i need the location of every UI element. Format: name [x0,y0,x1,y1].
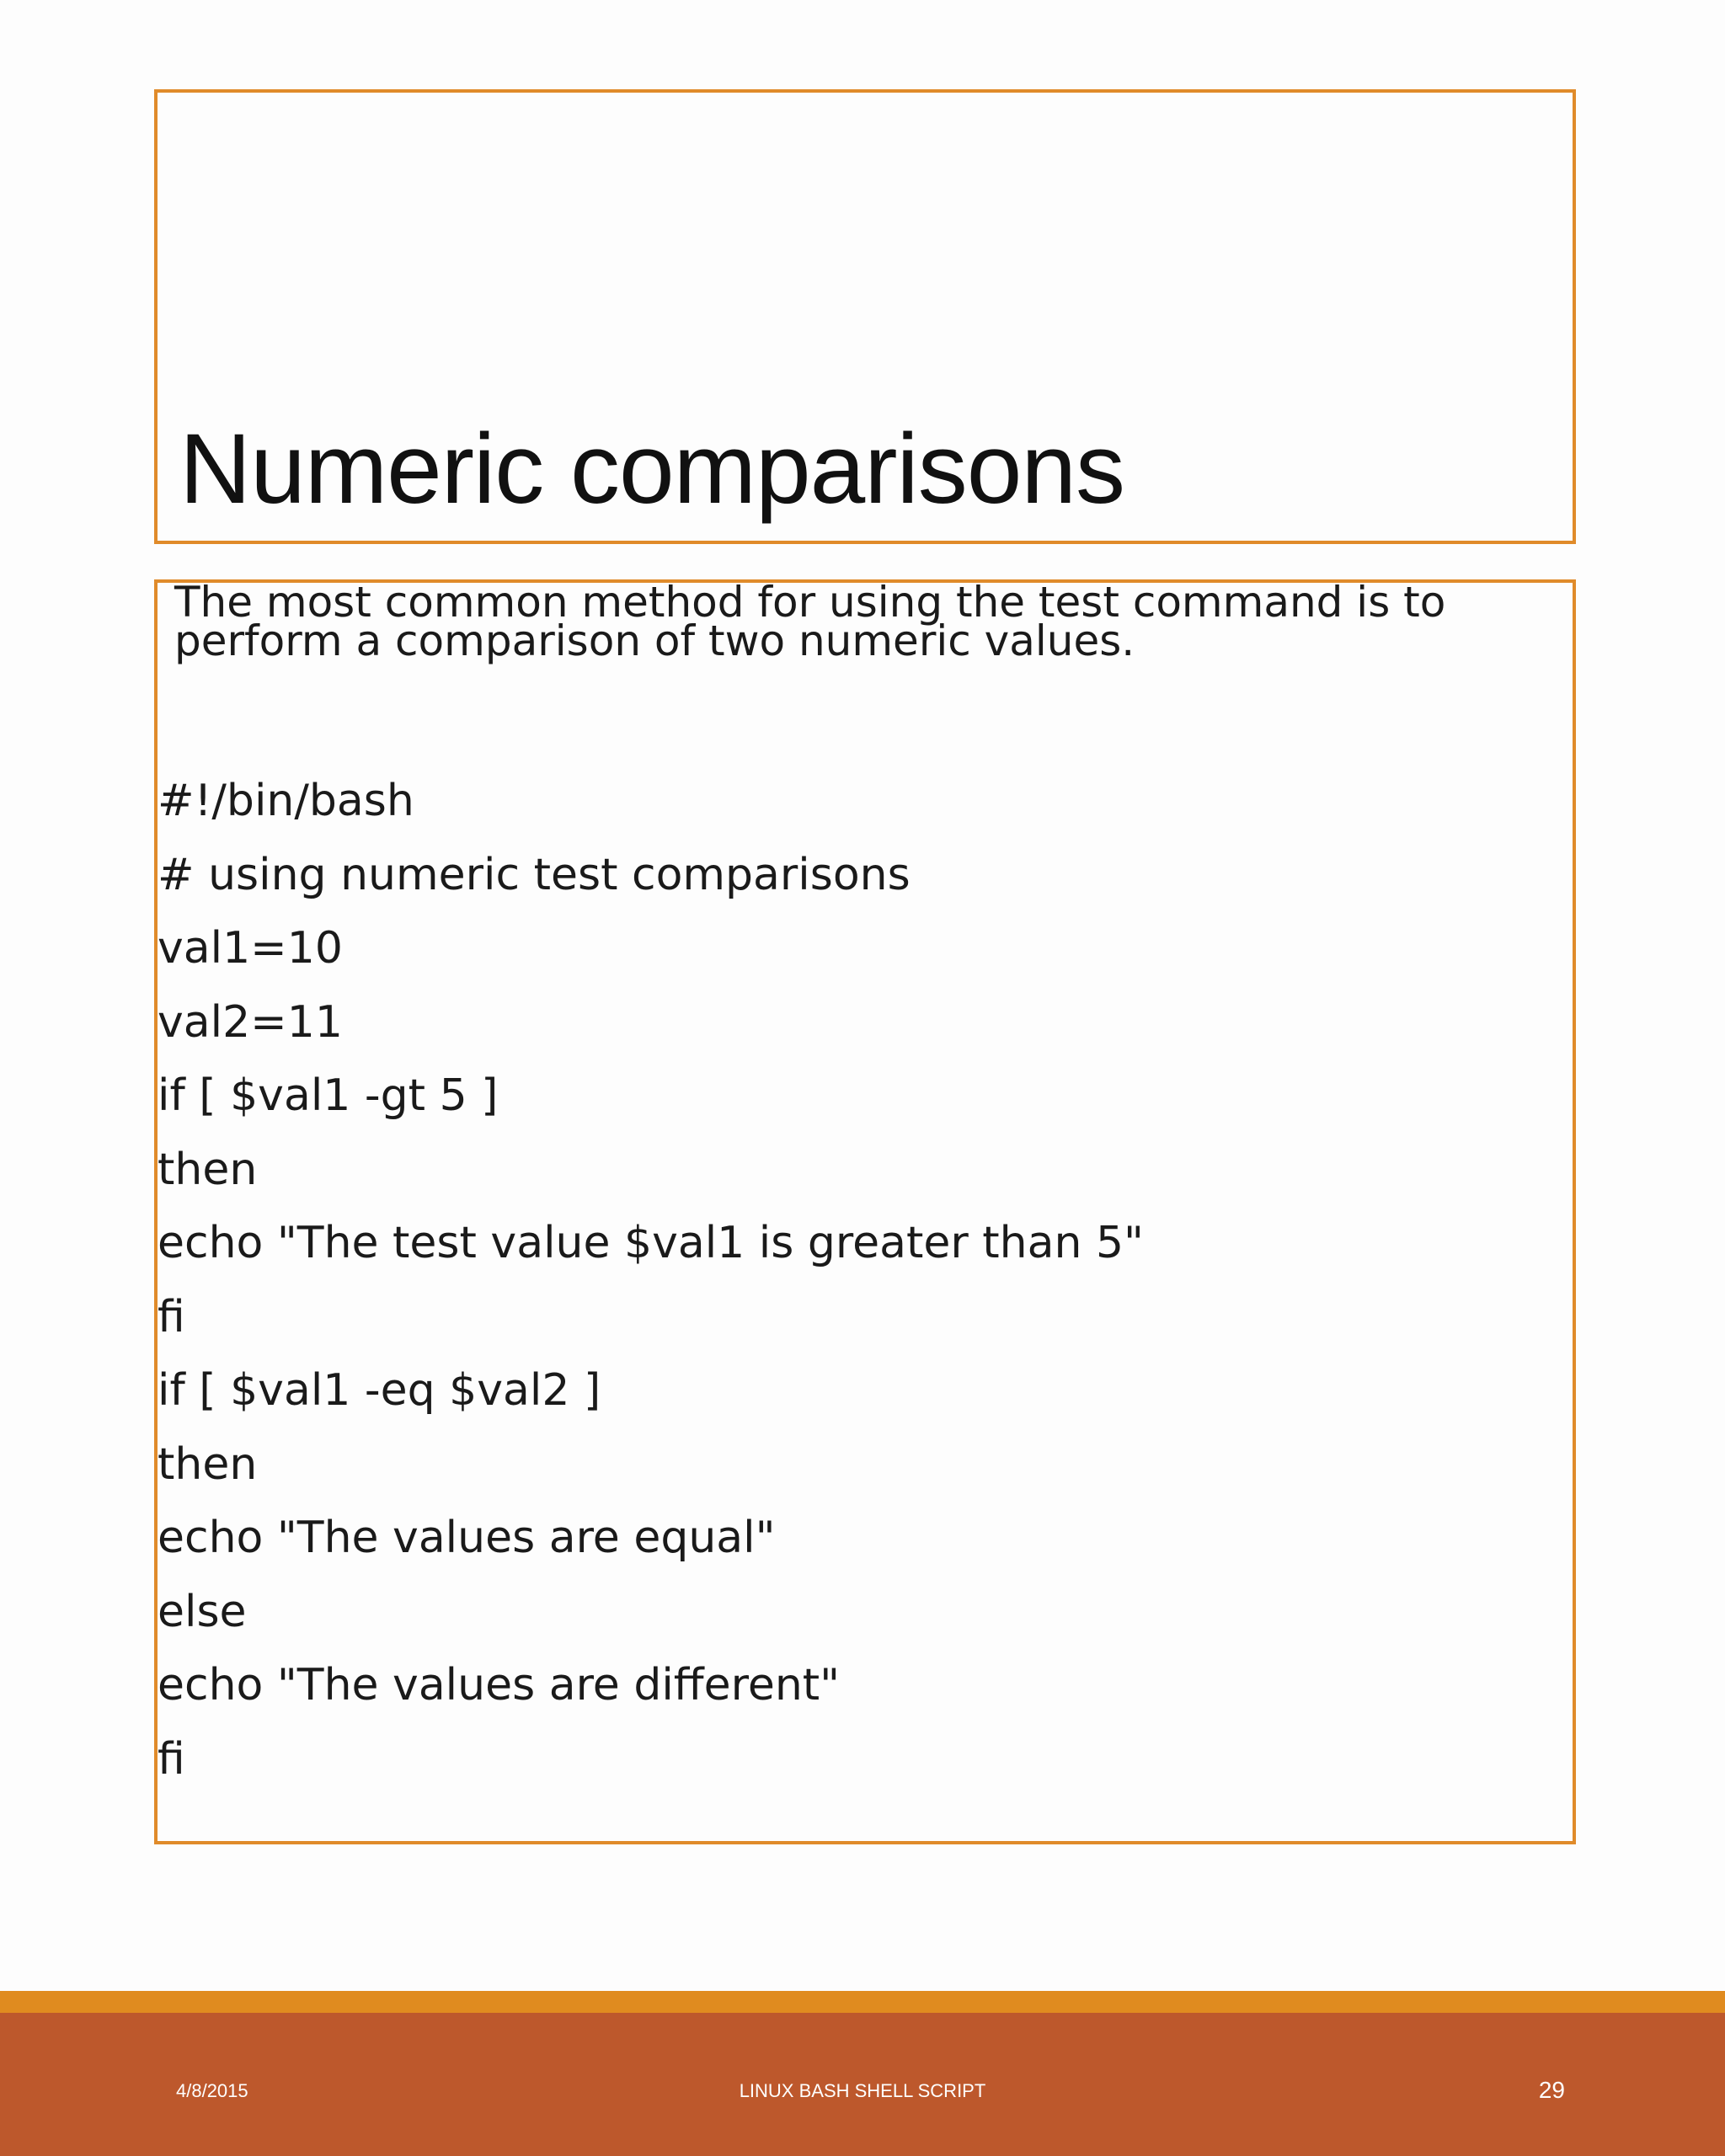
code-line: fi [158,1733,185,1785]
slide-title: Numeric comparisons [179,414,1124,525]
code-line: val1=10 [158,923,343,974]
code-line: fi [158,1291,185,1342]
intro-text: The most common method for using the test command is to perform a comparison of two numeric values. [174,578,1446,665]
code-line: echo "The test value $val1 is greater than 5" [158,1218,1144,1268]
code-listing [158,765,1144,1796]
footer-accent-stripe [0,1991,1725,2013]
code-line: if [ $val1 -gt 5 ] [158,1070,499,1121]
code-line: else [158,1586,247,1637]
code-line: val2=11 [158,996,343,1048]
footer-date: 4/8/2015 [176,2080,248,2101]
content-placeholder [154,579,1576,1844]
code-line: # using numeric test comparisons [158,849,911,900]
footer-title: LINUX BASH SHELL SCRIPT [739,2080,986,2101]
title-placeholder [154,89,1576,544]
code-line: echo "The values are equal" [158,1513,776,1563]
code-line: then [158,1438,258,1490]
code-line: if [ $val1 -eq $val2 ] [158,1365,601,1416]
code-line: then [158,1144,258,1195]
slide-footer [0,2013,1725,2156]
code-line: #!/bin/bash [158,776,414,826]
code-line: echo "The values are different" [158,1660,841,1710]
slide-number: 29 [1538,2077,1565,2103]
